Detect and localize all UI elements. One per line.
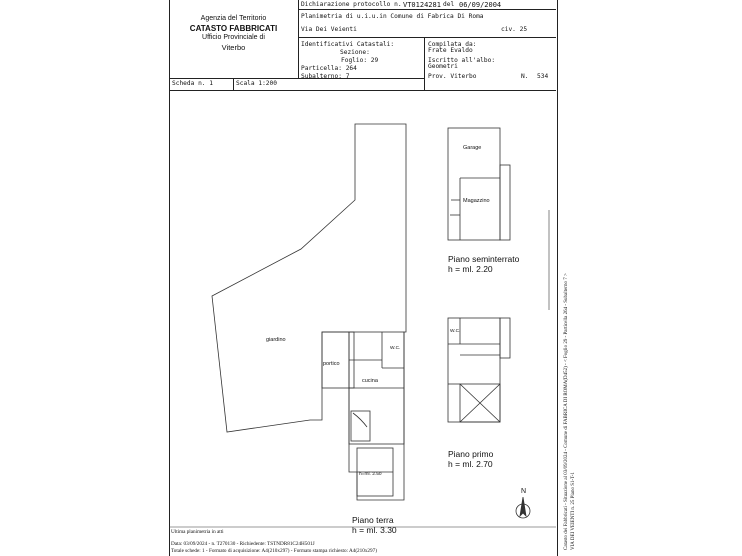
floor-primo-name: Piano primo xyxy=(448,449,494,459)
floor-primo-height: h = ml. 2.70 xyxy=(448,459,493,469)
footer-totale-line: Totale schede: 1 - Formato di acquisizione: A4(210x297) - Formato stampa richiesto: A4(210x297) xyxy=(171,548,377,554)
provincia: Prov. Viterbo xyxy=(428,73,477,80)
address: Via Dei Veienti xyxy=(301,26,357,33)
del-label: del xyxy=(443,1,455,8)
side-note-line1: Catasto dei Fabbricati - Situazione al 03/09/2024 - Comune di FABRICA DI ROMA(D452) - < Foglio 29 - Particella 264 - Subalterno 7 > xyxy=(564,273,569,550)
subalterno: Subalterno: 7 xyxy=(301,73,350,80)
sezione: Sezione: xyxy=(340,49,370,56)
room-garage: Garage xyxy=(463,145,482,151)
seminterrato-annex xyxy=(500,165,510,240)
particella: Particella: 264 xyxy=(301,65,357,72)
n-label: N. xyxy=(521,73,529,80)
n-value: 534 xyxy=(537,73,549,80)
floor-seminterrato-height: h = ml. 2.20 xyxy=(448,264,493,274)
side-note-line2: VIA DEI VEIENTI n. 25 Piano S1-T-1 xyxy=(571,472,576,550)
room-magazzino: Magazzino xyxy=(463,198,490,204)
north-arrow xyxy=(520,497,526,516)
room-portico: portico xyxy=(323,361,340,367)
protocol-date: 06/09/2004 xyxy=(459,1,502,9)
room-giardino: giardino xyxy=(266,337,286,343)
agency-name: Agenzia del Territorio xyxy=(200,15,267,22)
compilatore: Frate Evaldo xyxy=(428,47,473,54)
iscritto-label: Iscritto all'albo: xyxy=(428,57,496,64)
dichiarazione-label: Dichiarazione protocollo n. xyxy=(301,1,402,8)
provincia-name: Viterbo xyxy=(221,43,246,52)
room-wc-terra: W.C. xyxy=(390,346,401,351)
compilata-label: Compilata da: xyxy=(428,41,477,48)
planimetria-line: Planimetria di u.i.u.in Comune di Fabrica Di Roma xyxy=(301,13,484,20)
catasto-title: CATASTO FABBRICATI xyxy=(189,24,278,33)
room-cucina: cucina xyxy=(362,378,378,384)
stair-box xyxy=(351,411,370,441)
scheda-number: Scheda n. 1 xyxy=(172,80,213,87)
footer-data-line: Data: 03/09/2024 - n. T270130 - Richiedente: TSTNDR81C24H501J xyxy=(171,541,315,547)
floor-seminterrato-name: Piano seminterrato xyxy=(448,254,520,264)
protocol-number: VT0124281 xyxy=(403,1,441,9)
scala: Scala 1:200 xyxy=(236,80,277,87)
primo-annex xyxy=(500,318,510,358)
identificativi-label: Identificativi Catastali: xyxy=(301,41,395,48)
foglio: Foglio: 29 xyxy=(341,57,379,64)
room-height-label: h=ml. 2.50 xyxy=(359,472,382,477)
ufficio-label: Ufficio Provinciale di xyxy=(202,34,265,41)
floor-terra-height: h = ml. 3.30 xyxy=(352,525,397,535)
albo: Geometri xyxy=(428,63,458,70)
civic-number: civ. 25 xyxy=(501,26,528,33)
room-wc-primo: W.C. xyxy=(450,329,461,334)
north-label: N xyxy=(521,488,527,495)
stair-curve xyxy=(353,413,367,427)
floor-terra-name: Piano terra xyxy=(352,515,394,525)
ultima-planimetria: Ultima planimetria in atti xyxy=(171,529,224,535)
